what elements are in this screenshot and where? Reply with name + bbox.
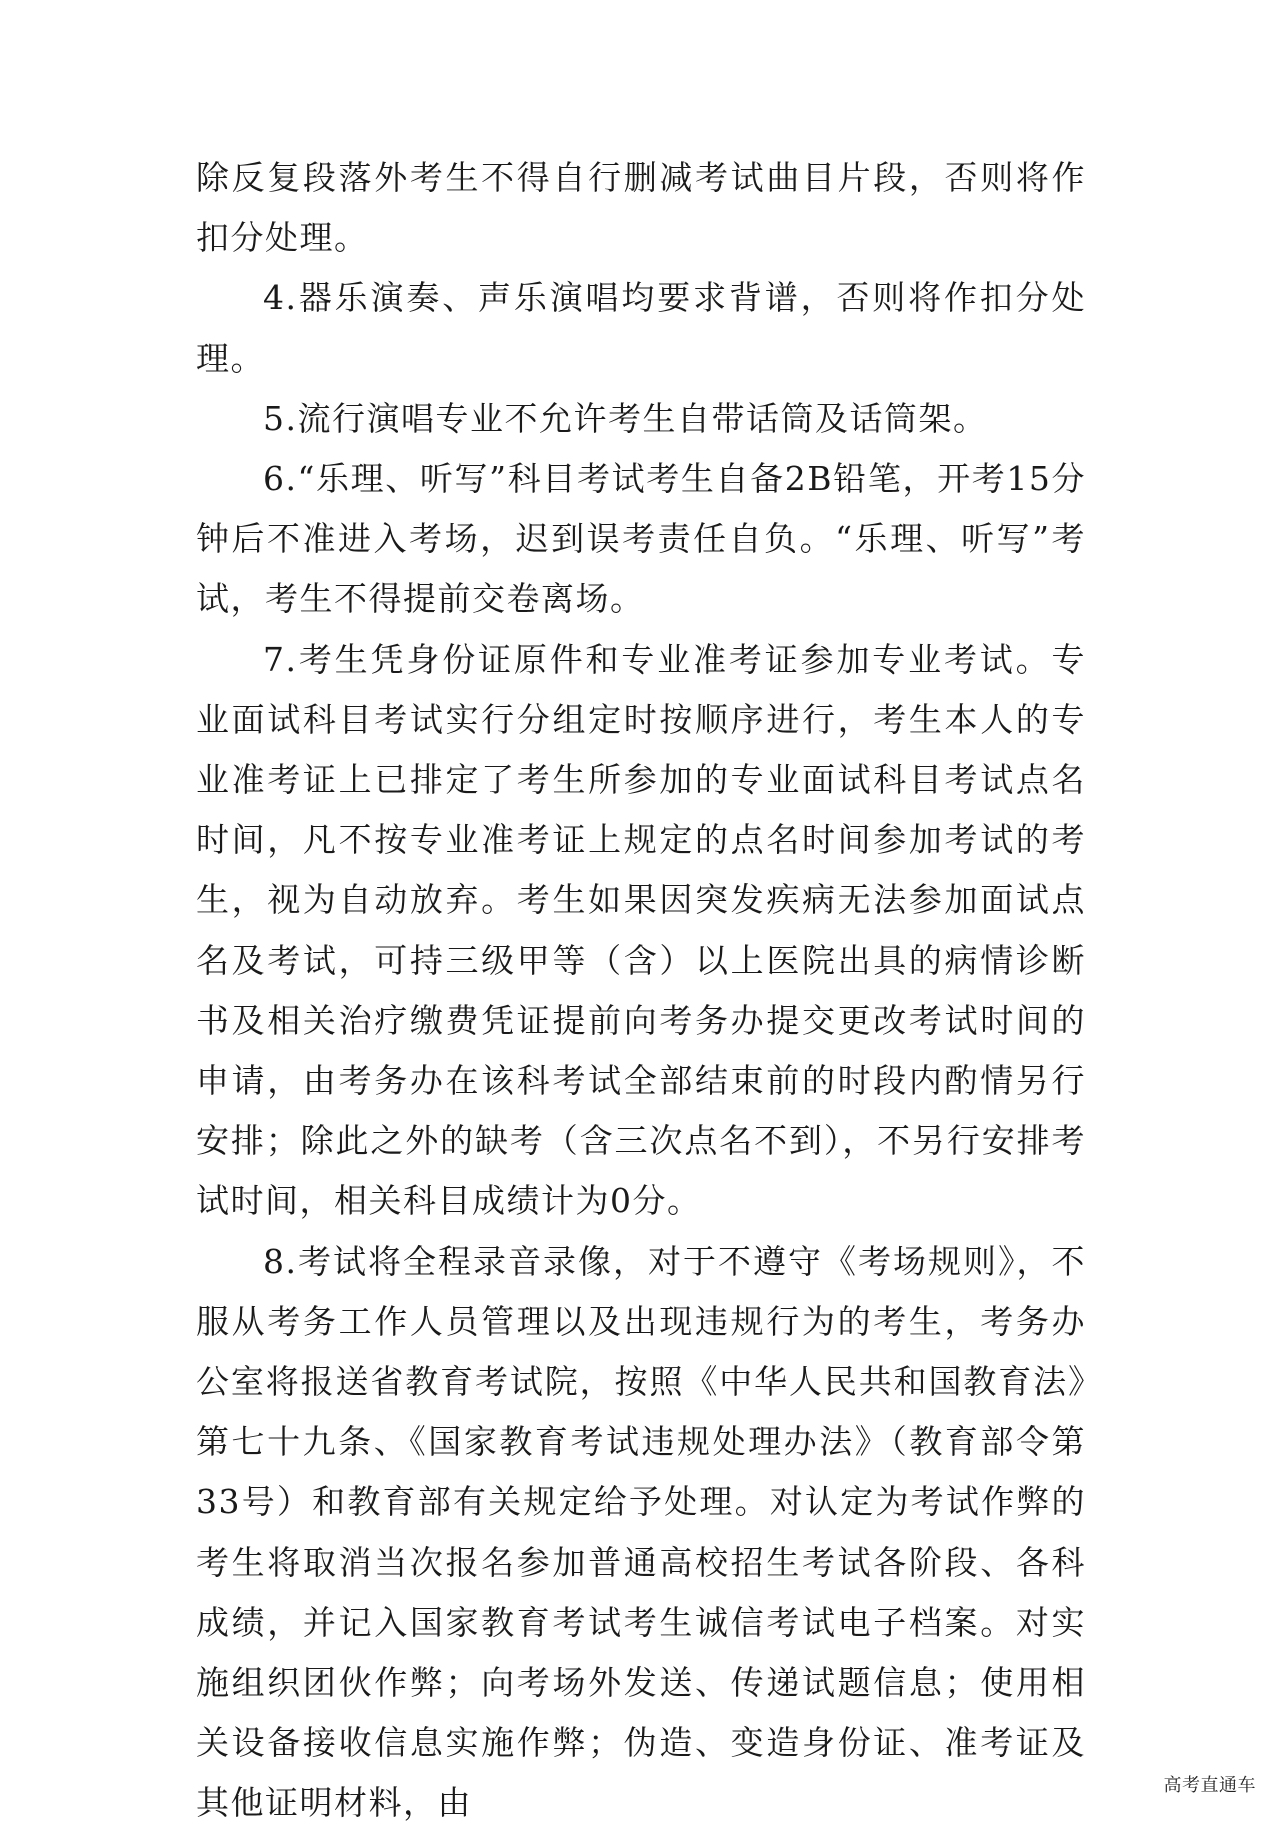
paragraph-item-6: 6.“乐理、听写”科目考试考生自备2B铅笔，开考15分钟后不准进入考场，迟到误考责任自负。“乐理、听写”考试，考生不得提前交卷离场。 — [196, 459, 1086, 619]
paragraph-continuation: 除反复段落外考生不得自行删减考试曲目片段，否则将作扣分处理。 — [196, 158, 1086, 258]
paragraph-item-5: 5.流行演唱专业不允许考生自带话筒及话筒架。 — [263, 398, 988, 438]
paragraph-item-8: 8.考试将全程录音录像，对于不遵守《考场规则》，不服从考务工作人员管理以及出现违规行为的考生，考务办公室将报送省教育考试院，按照《中华人民共和国教育法》第七十九条、《国家教育考试违规处理办法》（教育部令第33号）和教育部有关规定给予处理。对认定为考试作弊的考生将取消当次报名参加普通高校招生考试各阶段、各科成绩，并记入国家教育考试考生诚信考试电子档案。对实施组织团伙作弊；向考场外发送、传递试题信息；使用相关设备接收信息实施作弊；伪造、变造身份证、准考证及其他证明材料，由 — [196, 1241, 1086, 1823]
watermark-text: 高考直通车 — [1163, 1775, 1256, 1796]
paragraph-item-7: 7.考生凭身份证原件和专业准考证参加专业考试。专业面试科目考试实行分组定时按顺序进行，考生本人的专业准考证上已排定了考生所参加的专业面试科目考试点名时间，凡不按专业准考证上规定的点名时间参加考试的考生，视为自动放弃。考生如果因突发疾病无法参加面试点名及考试，可持三级甲等（含）以上医院出具的病情诊断书及相关治疗缴费凭证提前向考务办提交更改考试时间的申请，由考务办在该科考试全部结束前的时段内酌情另行安排；除此之外的缺考（含三次点名不到），不另行安排考试时间，相关科目成绩计为0分。 — [196, 639, 1086, 1221]
paragraph-item-4: 4.器乐演奏、声乐演唱均要求背谱，否则将作扣分处理。 — [196, 278, 1086, 378]
document-page — [196, 148, 1086, 1834]
